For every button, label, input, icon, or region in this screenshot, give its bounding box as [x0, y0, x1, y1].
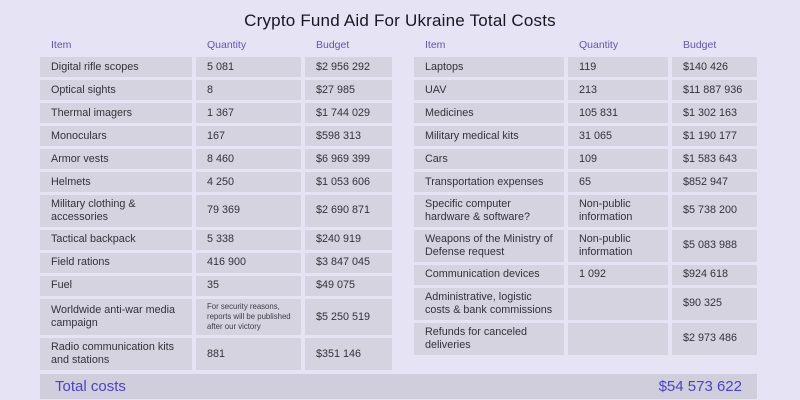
item-cell: Monoculars	[40, 126, 192, 146]
total-label: Total costs	[55, 378, 126, 396]
item-cell: Digital rifle scopes	[40, 57, 192, 77]
total-value: $54 573 622	[658, 378, 742, 396]
column-header-item: Item	[51, 39, 72, 51]
page-title: Crypto Fund Aid For Ukraine Total Costs	[244, 11, 556, 30]
item-cell: Cars	[414, 149, 564, 169]
budget-cell: $1 053 606	[305, 172, 392, 192]
item-cell: Tactical backpack	[40, 230, 192, 250]
budget-cell: $5 738 200	[672, 195, 757, 227]
column-header-budget: Budget	[683, 39, 717, 51]
quantity-cell: 79 369	[196, 195, 301, 227]
budget-cell: $240 919	[305, 230, 392, 250]
column-header-quantity: Quantity	[579, 39, 619, 51]
budget-cell: $90 325	[672, 288, 757, 320]
quantity-cell: 5 338	[196, 230, 301, 250]
item-cell: Armor vests	[40, 149, 192, 169]
quantity-cell: 1 092	[568, 265, 668, 285]
budget-cell: $924 618	[672, 265, 757, 285]
quantity-cell: Non-public information	[568, 230, 668, 262]
quantity-cell: 31 065	[568, 126, 668, 146]
column-header-quantity: Quantity	[207, 39, 247, 51]
column-header-budget: Budget	[316, 39, 350, 51]
item-cell: Worldwide anti-war media campaign	[40, 299, 192, 335]
item-cell: Administrative, logistic costs & bank commissions	[414, 288, 564, 320]
quantity-cell: 213	[568, 80, 668, 100]
quantity-cell: 109	[568, 149, 668, 169]
budget-cell: $27 985	[305, 80, 392, 100]
item-cell: Fuel	[40, 276, 192, 296]
tables-container	[0, 37, 800, 370]
quantity-cell: 1 367	[196, 103, 301, 123]
column-header-item: Item	[425, 39, 446, 51]
budget-cell: $598 313	[305, 126, 392, 146]
quantity-cell: 119	[568, 57, 668, 77]
budget-cell: $1 583 643	[672, 149, 757, 169]
item-cell: Optical sights	[40, 80, 192, 100]
item-cell: Refunds for canceled deliveries	[414, 323, 564, 355]
quantity-cell: 4 250	[196, 172, 301, 192]
budget-cell: $351 146	[305, 338, 392, 370]
quantity-cell: 105 831	[568, 103, 668, 123]
quantity-cell: 35	[196, 276, 301, 296]
budget-cell: $2 973 486	[672, 323, 757, 355]
quantity-cell: 881	[196, 338, 301, 370]
budget-cell: $5 250 519	[305, 299, 392, 335]
item-cell: Field rations	[40, 253, 192, 273]
quantity-cell: 65	[568, 172, 668, 192]
budget-cell: $2 956 292	[305, 57, 392, 77]
quantity-cell: Non-public information	[568, 195, 668, 227]
quantity-cell: 8	[196, 80, 301, 100]
budget-cell: $2 690 871	[305, 195, 392, 227]
item-cell: Radio communication kits and stations	[40, 338, 192, 370]
item-cell: Medicines	[414, 103, 564, 123]
budget-cell: $140 426	[672, 57, 757, 77]
item-cell: Specific computer hardware & software?	[414, 195, 564, 227]
budget-cell: $5 083 988	[672, 230, 757, 262]
budget-cell: $6 969 399	[305, 149, 392, 169]
item-cell: Thermal imagers	[40, 103, 192, 123]
quantity-cell: 167	[196, 126, 301, 146]
item-cell: Transportation expenses	[414, 172, 564, 192]
left-table	[40, 37, 392, 370]
quantity-cell: 8 460	[196, 149, 301, 169]
item-cell: Military clothing & accessories	[40, 195, 192, 227]
quantity-cell: 5 081	[196, 57, 301, 77]
quantity-cell	[568, 323, 668, 355]
budget-cell: $49 075	[305, 276, 392, 296]
budget-cell: $11 887 936	[672, 80, 757, 100]
item-cell: Laptops	[414, 57, 564, 77]
quantity-cell: 416 900	[196, 253, 301, 273]
budget-cell: $3 847 045	[305, 253, 392, 273]
item-cell: UAV	[414, 80, 564, 100]
quantity-cell	[568, 288, 668, 320]
item-cell: Helmets	[40, 172, 192, 192]
item-cell: Communication devices	[414, 265, 564, 285]
right-table	[414, 37, 757, 370]
budget-cell: $1 190 177	[672, 126, 757, 146]
item-cell: Weapons of the Ministry of Defense request	[414, 230, 564, 262]
budget-cell: $852 947	[672, 172, 757, 192]
quantity-cell: For security reasons, reports will be published after our victory	[196, 299, 301, 335]
total-row	[40, 374, 757, 399]
budget-cell: $1 744 029	[305, 103, 392, 123]
item-cell: Military medical kits	[414, 126, 564, 146]
budget-cell: $1 302 163	[672, 103, 757, 123]
